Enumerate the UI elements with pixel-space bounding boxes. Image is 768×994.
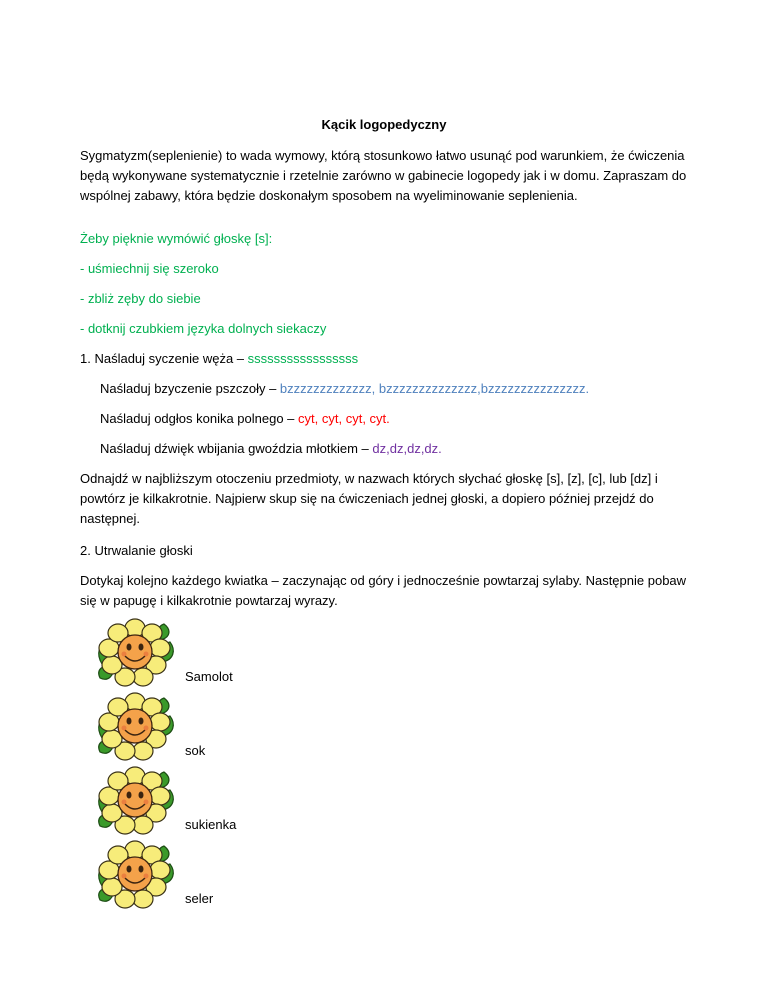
find-objects-paragraph: Odnajdź w najbliższym otoczeniu przedmioty, w nazwach których słychać głoskę [s], [z], [c], lub [dz] i powtórz je kilkakrotnie. Najpierw skup się na ćwiczeniach jednej głoski, a dopiero później przejdź do następnej. <box>80 471 658 526</box>
exercise-sound: sssssssssssssssss <box>247 351 359 366</box>
flower-icon[interactable] <box>94 838 176 914</box>
word-item: Samolot <box>185 669 233 684</box>
flower-icon[interactable] <box>94 616 176 692</box>
page-title: Kącik logopedyczny <box>321 117 447 132</box>
howto-step: - zbliż zęby do siebie <box>80 291 201 306</box>
flower-icon[interactable] <box>94 690 176 766</box>
word-item: sok <box>185 743 206 758</box>
exercise-label: 1. Naśladuj syczenie węża – <box>80 351 248 366</box>
exercise2-heading: 2. Utrwalanie głoski <box>80 543 193 558</box>
exercise-sound: cyt, cyt, cyt, cyt. <box>298 411 390 426</box>
exercise-label: Naśladuj bzyczenie pszczoły – <box>100 381 280 396</box>
exercise-line <box>80 349 358 369</box>
word-item: seler <box>185 891 214 906</box>
exercise-line <box>100 439 442 459</box>
intro-paragraph: Sygmatyzm(seplenienie) to wada wymowy, którą stosunkowo łatwo usunąć pod warunkiem, że ćwiczenia będą wykonywane systematycznie i rzetelnie zarówno w gabinecie logopedy jak i w domu. Zapraszam do wspólnej zabawy, która będzie doskonałym sposobem na wyeliminowanie seplenienia. <box>80 148 687 203</box>
word-item: sukienka <box>185 817 237 832</box>
howto-heading: Żeby pięknie wymówić głoskę [s]: <box>80 231 273 246</box>
exercise-label: Naśladuj odgłos konika polnego – <box>100 411 299 426</box>
exercise-line <box>100 379 589 399</box>
howto-step: - dotknij czubkiem języka dolnych siekaczy <box>80 321 327 336</box>
flower-icon[interactable] <box>94 764 176 840</box>
exercise-sound: dz,dz,dz,dz. <box>372 441 442 456</box>
exercise-label: Naśladuj dźwięk wbijania gwoździa młotkiem – <box>100 441 373 456</box>
howto-step: - uśmiechnij się szeroko <box>80 261 219 276</box>
exercise-sound: bzzzzzzzzzzzzz, bzzzzzzzzzzzzzz,bzzzzzzzzzzzzzzz. <box>279 381 590 396</box>
exercise-line <box>100 409 390 429</box>
exercise2-instruction: Dotykaj kolejno każdego kwiatka – zaczynając od góry i jednocześnie powtarzaj sylaby. Następnie pobaw się w papugę i kilkakrotnie powtarzaj wyrazy. <box>80 573 687 608</box>
